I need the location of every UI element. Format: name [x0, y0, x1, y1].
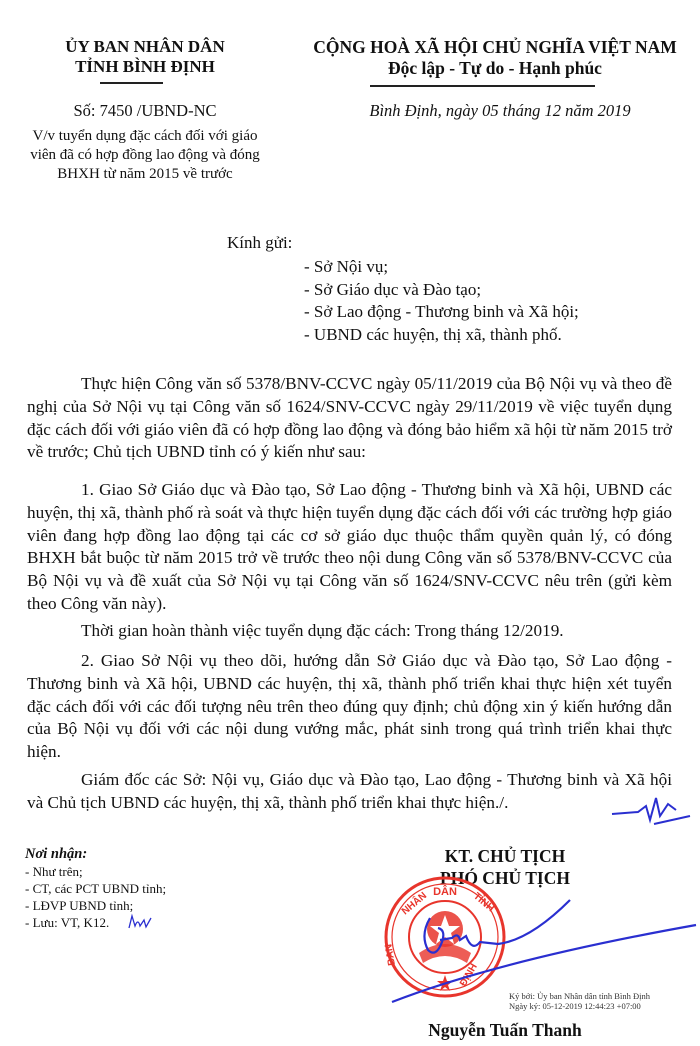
org-name-line1: ỦY BAN NHÂN DÂN	[65, 37, 225, 56]
digital-sign-date: Ngày ký: 05-12-2019 12:44:23 +07:00	[509, 1000, 641, 1011]
item-1-text: 1. Giao Sở Giáo dục và Đào tạo, Sở Lao động - Thương binh và Xã hội, UBND các huyện, thị xã, thành phố rà soát và thực hiện tuyển dụng đặc cách đối với các trường hợp giáo viên đang hợp đồng lao động tại các cơ sở giáo dục thuộc thẩm quyền quản lý, có đóng BHXH bắt buộc từ năm 2015 trở về trước theo nội dung Công văn số 5378/BNV-CCVC của Bộ Nội vụ và đề xuất của Sở Nội vụ tại Công văn số 1624/SNV-CCVC nêu trên (gửi kèm theo Công văn này).	[27, 480, 672, 613]
recipient-item: - Như trên;	[25, 864, 83, 879]
document-number: Số: 7450 /UBND-NC	[73, 101, 217, 120]
signer-name: Nguyễn Tuấn Thanh	[428, 1020, 582, 1040]
header-right-divider	[370, 85, 595, 87]
header-left-divider	[100, 82, 163, 84]
digital-signature-info	[509, 992, 650, 1011]
addressee-list	[304, 256, 579, 346]
svg-text:NHÂN: NHÂN	[399, 890, 430, 918]
closing-paragraph	[27, 769, 672, 815]
item-1-paragraph	[27, 479, 672, 616]
item-2-paragraph	[27, 650, 672, 764]
place-and-date: Bình Định, ngày 05 tháng 12 năm 2019	[369, 101, 631, 120]
signature-title-line2: PHÓ CHỦ TỊCH	[440, 868, 570, 888]
recipient-item: - CT, các PCT UBND tỉnh;	[25, 881, 167, 896]
issuing-authority	[0, 37, 290, 77]
subject-line: viên đã có hợp đồng lao động và đóng	[30, 147, 260, 163]
addressee-item: - UBND các huyện, thị xã, thành phố.	[304, 324, 562, 344]
addressee-item: - Sở Giáo dục và Đào tạo;	[304, 279, 482, 299]
subject-line: BHXH từ năm 2015 về trước	[57, 166, 233, 182]
recipient-item: - Lưu: VT, K12.	[25, 915, 110, 930]
nation-name: CỘNG HOÀ XÃ HỘI CHỦ NGHĨA VIỆT NAM	[313, 37, 677, 57]
subject-line: V/v tuyển dụng đặc cách đối với giáo	[32, 128, 258, 144]
closing-text: Giám đốc các Sở: Nội vụ, Giáo dục và Đào tạo, Lao động - Thương binh và Xã hội và Chủ tịch UBND các huyện, thị xã, thành phố triển khai thực hiện./.	[27, 770, 672, 812]
svg-text:TỈNH: TỈNH	[471, 890, 497, 915]
deadline-text: Thời gian hoàn thành việc tuyển dụng đặc cách: Trong tháng 12/2019.	[81, 621, 564, 640]
digital-signer: Ký bởi: Ủy ban Nhân dân tỉnh Bình Định	[509, 991, 650, 1001]
recipient-item: - LĐVP UBND tỉnh;	[25, 898, 134, 913]
addressee-label: Kính gửi:	[227, 233, 293, 252]
recipients-label: Nơi nhận:	[25, 846, 88, 862]
national-motto: Độc lập - Tự do - Hạnh phúc	[388, 58, 602, 78]
addressee-item: - Sở Lao động - Thương binh và Xã hội;	[304, 302, 579, 321]
signature-title-line1: KT. CHỦ TỊCH	[444, 846, 566, 866]
addressee-item: - Sở Nội vụ;	[304, 257, 389, 276]
national-heading	[290, 37, 700, 79]
document-subject	[0, 127, 290, 184]
item-2-text: 2. Giao Sở Nội vụ theo dõi, hướng dẫn Sở Giáo dục và Đào tạo, Sở Lao động - Thương binh và Xã hội, UBND các huyện, thị xã, thành phố triển khai thực hiện xét tuyển đặc cách đối với các đối tượng nêu trên theo đúng quy định; chủ động xin ý kiến hướng dẫn của Bộ Nội vụ đối với các nội dung vướng mắc, phát sinh trong quá trình triển khai thực hiện.	[27, 651, 672, 762]
svg-text:ĐỊNH: ĐỊNH	[458, 961, 480, 989]
initial-mark-icon	[610, 790, 695, 830]
intro-paragraph	[27, 373, 672, 464]
deadline-paragraph	[27, 620, 672, 643]
svg-text:DÂN: DÂN	[433, 886, 457, 898]
org-name-line2: TỈNH BÌNH ĐỊNH	[75, 57, 215, 76]
intro-text: Thực hiện Công văn số 5378/BNV-CCVC ngày 05/11/2019 của Bộ Nội vụ và theo đề nghị của Sở Nội vụ tại Công văn số 1624/SNV-CCVC ngày 29/11/2019 về việc tuyển dụng đặc cách đối với giáo viên đã có hợp đồng lao động và đóng bảo hiểm xã hội từ năm 2015 trở về trước; Chủ tịch UBND tỉnh có ý kiến như sau:	[27, 374, 672, 462]
clerk-initial-icon	[126, 912, 154, 932]
svg-text:BAN: BAN	[383, 943, 398, 967]
